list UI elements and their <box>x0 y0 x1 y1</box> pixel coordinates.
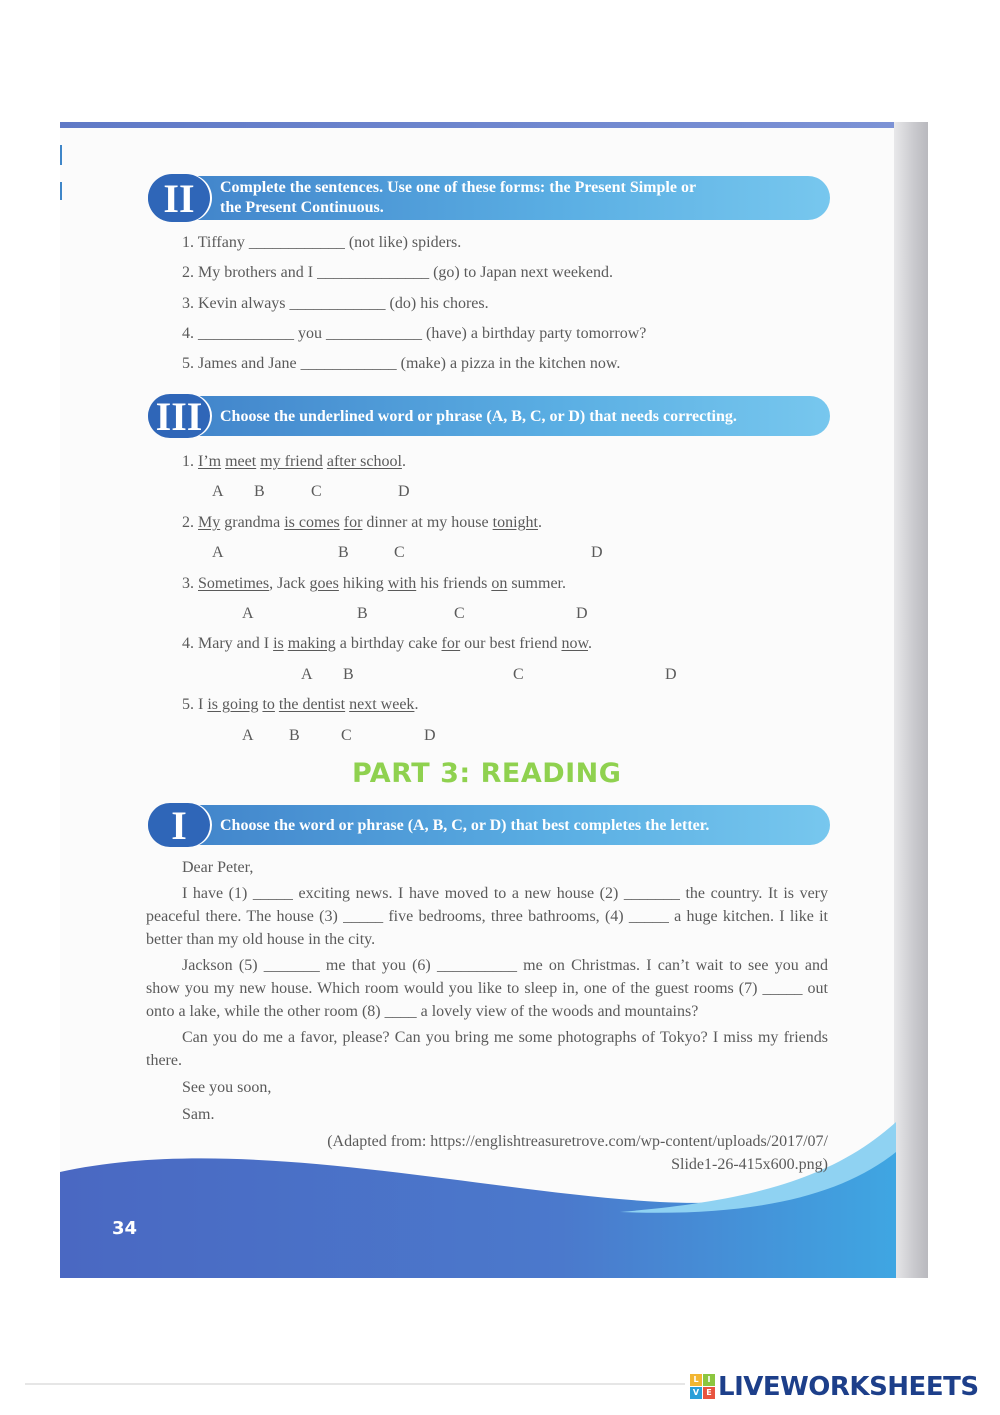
q2-end: . <box>537 514 542 531</box>
q3-label-a: A <box>242 605 254 622</box>
page-number: 34 <box>112 1218 138 1239</box>
q5-label-a: A <box>242 727 254 744</box>
s3-question-2 <box>182 514 542 532</box>
q4-option-c: for <box>441 635 461 652</box>
s2-item-1: 1. Tiffany ____________ (not like) spiders. <box>182 234 462 251</box>
section-2-title-line1: Complete the sentences. Use one of these forms: the Present Simple or <box>220 179 697 196</box>
part-3-heading: PART 3: READING <box>352 758 622 789</box>
q3-text-3: his friends <box>416 575 492 592</box>
s3-question-4 <box>182 635 592 653</box>
q3-text-1: , Jack <box>269 575 310 592</box>
q2-label-b: B <box>338 544 349 561</box>
q3-option-a: Sometimes <box>198 575 270 592</box>
q5-text-0: I <box>198 696 208 713</box>
reading-banner <box>148 802 830 848</box>
s2-item-5: 5. James and Jane ____________ (make) a pizza in the kitchen now. <box>182 355 621 372</box>
section-2-banner <box>148 176 830 220</box>
s3-question-1 <box>182 453 406 471</box>
q5-option-c: the dentist <box>278 696 346 713</box>
section-3-banner <box>148 393 830 439</box>
q1-number: 1. <box>182 453 194 470</box>
q5-label-b: B <box>289 727 300 744</box>
q5-option-a: is going <box>207 696 259 713</box>
letter-paragraph-1: I have (1) _____ exciting news. I have moved to a new house (2) _______ the country. It is very peaceful there. The house (3) _____ five bedrooms, three bathrooms, (4) _____ a huge kitchen. I like it better than my old house in the city. <box>146 885 828 948</box>
margin-mark <box>60 145 62 165</box>
q4-label-b: B <box>343 666 354 683</box>
q5-label-c: C <box>341 727 352 744</box>
q3-number: 3. <box>182 575 194 592</box>
q4-option-d: now <box>561 635 588 652</box>
letter-signature: Sam. <box>182 1106 215 1123</box>
q4-text-0: Mary and I <box>198 635 274 652</box>
letter-salutation: Dear Peter, <box>182 859 254 876</box>
q5-label-d: D <box>424 727 436 744</box>
q1-option-c: my friend <box>260 453 323 470</box>
q4-option-b: making <box>287 635 336 652</box>
q2-text-2: dinner at my house <box>362 514 493 531</box>
q5-end: . <box>414 696 419 713</box>
q2-label-d: D <box>591 544 603 561</box>
source-line-1: (Adapted from: https://englishtreasuretrove.com/wp-content/uploads/2017/07/ <box>327 1133 828 1150</box>
q4-number: 4. <box>182 635 194 652</box>
q1-label-b: B <box>254 483 265 500</box>
q2-number: 2. <box>182 514 194 531</box>
s3-question-5 <box>182 696 418 714</box>
footer-divider <box>25 1383 685 1385</box>
section-3-numeral: III <box>148 394 210 438</box>
s2-item-3: 3. Kevin always ____________ (do) his chores. <box>182 295 489 312</box>
q3-option-d: on <box>491 575 508 592</box>
q1-option-a: I’m <box>198 453 222 470</box>
q1-option-d: after school <box>326 453 402 470</box>
letter-closing: See you soon, <box>182 1079 272 1096</box>
reading-numeral: I <box>148 803 210 847</box>
q4-label-a: A <box>301 666 313 683</box>
q2-option-b: is comes <box>284 514 340 531</box>
reading-title: Choose the word or phrase (A, B, C, or D) that best completes the letter. <box>220 817 710 834</box>
q3-label-d: D <box>576 605 588 622</box>
q1-end: . <box>401 453 406 470</box>
section-3-title: Choose the underlined word or phrase (A, B, C, or D) that needs correcting. <box>220 408 737 425</box>
liveworksheets-logo-icon: L I V E <box>690 1374 716 1400</box>
q5-number: 5. <box>182 696 194 713</box>
q4-option-a: is <box>273 635 284 652</box>
q4-label-c: C <box>513 666 524 683</box>
q2-option-c: for <box>343 514 363 531</box>
q2-option-a: My <box>198 514 221 531</box>
letter-paragraph-3: Can you do me a favor, please? Can you bring me some photographs of Tokyo? I miss my friends there. <box>146 1029 828 1069</box>
section-2-numeral: II <box>148 174 210 222</box>
source-line-2: Slide1-26-415x600.png) <box>671 1156 828 1173</box>
section-2-title-line2: the Present Continuous. <box>220 199 384 216</box>
q4-end: . <box>587 635 592 652</box>
liveworksheets-brand[interactable] <box>690 1372 979 1402</box>
letter-body <box>146 856 828 1176</box>
q1-option-b: meet <box>225 453 257 470</box>
q5-option-d: next week <box>349 696 415 713</box>
q1-label-a: A <box>212 483 224 500</box>
q3-option-c: with <box>387 575 417 592</box>
q3-text-2: hiking <box>338 575 388 592</box>
q4-text-1: a birthday cake <box>335 635 442 652</box>
q5-option-b: to <box>262 696 275 713</box>
q1-label-c: C <box>311 483 322 500</box>
letter-paragraph-2: Jackson (5) _______ me that you (6) __________ me on Christmas. I can’t wait to see you and show you my new house. Which room would you like to sleep in, one of the guest rooms (7) _____ out onto a lake, while the other room (8) ____ a lovely view of the woods and mountains? <box>146 957 828 1020</box>
s2-item-2: 2. My brothers and I ______________ (go) to Japan next weekend. <box>182 264 614 281</box>
s2-item-4: 4. ____________ you ____________ (have) a birthday party tomorrow? <box>182 325 647 342</box>
q4-text-2: our best friend <box>460 635 562 652</box>
q2-label-a: A <box>212 544 224 561</box>
q2-option-d: tonight <box>492 514 538 531</box>
q3-label-c: C <box>454 605 465 622</box>
s3-question-3 <box>182 575 566 593</box>
q3-end: summer. <box>507 575 566 592</box>
margin-mark <box>60 182 62 200</box>
q3-label-b: B <box>357 605 368 622</box>
q4-label-d: D <box>665 666 677 683</box>
q3-option-b: goes <box>309 575 339 592</box>
q1-label-d: D <box>398 483 410 500</box>
q2-label-c: C <box>394 544 405 561</box>
liveworksheets-wordmark: LIVEWORKSHEETS <box>718 1372 979 1402</box>
q2-text-1: grandma <box>220 514 285 531</box>
